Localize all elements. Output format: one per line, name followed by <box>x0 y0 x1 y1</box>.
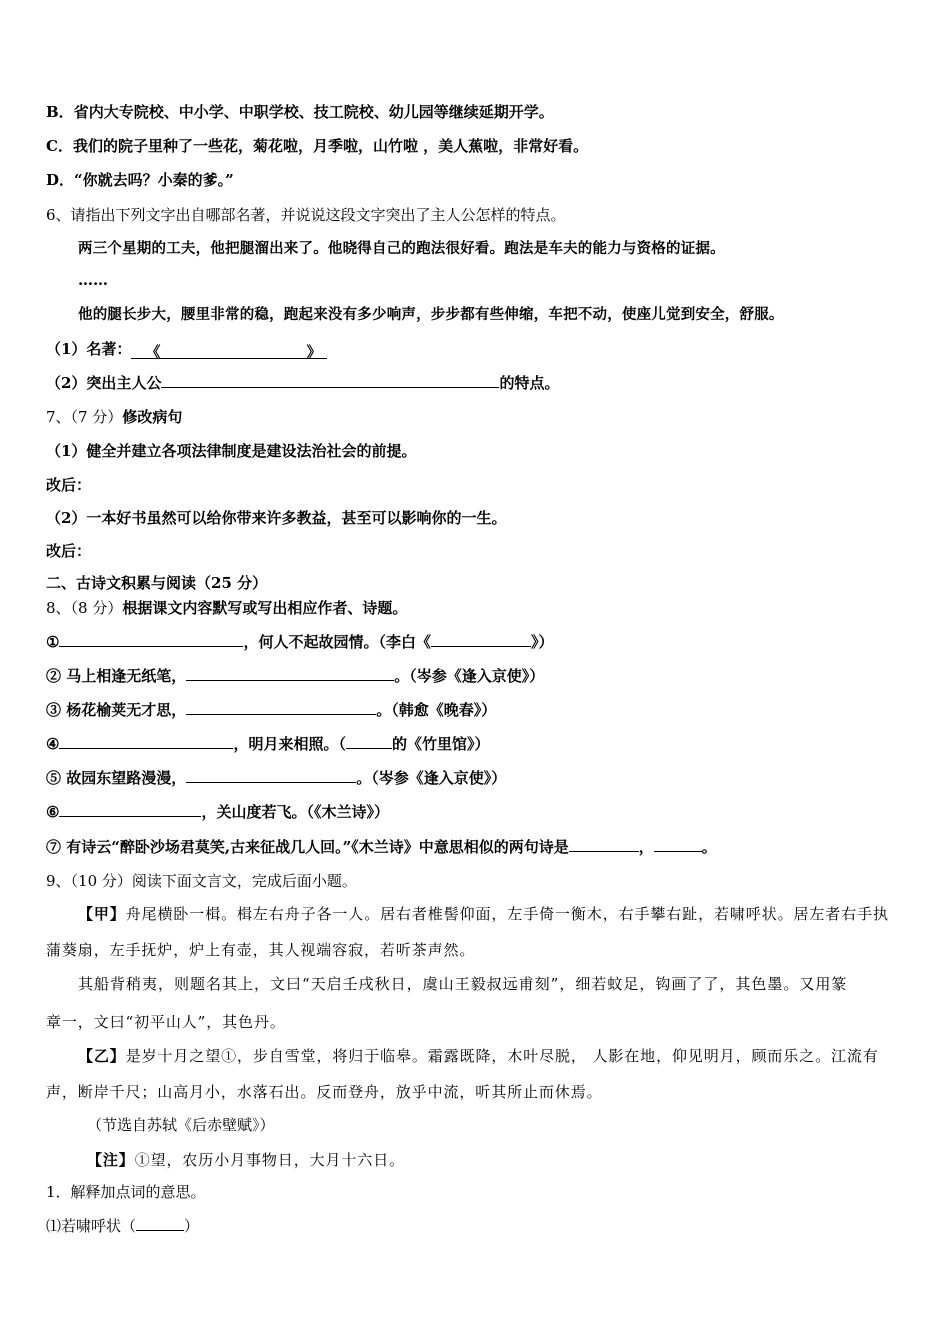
item-text: ，何人不起故园情。（李白《 <box>243 633 431 651</box>
option-label: D． <box>46 171 75 189</box>
q7-title: 修改病句 <box>122 408 183 426</box>
item-text: ，关山度若飞。（《木兰诗》） <box>201 803 389 821</box>
q7-sentence-2: （2）一本好书虽然可以给你带来许多教益，甚至可以影响你的一生。 <box>46 509 507 527</box>
option-b <box>46 102 904 122</box>
passage-jia-line-4: 章一，文曰“初平山人”，其色丹。 <box>46 1013 286 1031</box>
q8-item-4 <box>46 734 904 754</box>
note-tag: 【注】 <box>87 1151 135 1169</box>
q6-ellipsis: …… <box>78 271 108 289</box>
passage-yi-line-1 <box>78 1046 904 1066</box>
q8-item-3 <box>46 700 904 720</box>
section-2-heading: 二、古诗文积累与阅读（25 分） <box>46 574 268 592</box>
q6-sub-2 <box>46 373 904 393</box>
q7-revise-2: 改后： <box>46 542 92 560</box>
item-text: ③ 杨花榆荚无才思， <box>46 701 187 719</box>
q8-item-5 <box>46 768 904 788</box>
item-text: 。（韩愈《晚春》） <box>376 701 497 719</box>
item-text: 的《竹里馆》） <box>391 735 490 753</box>
item-text: ② 马上相逢无纸笔， <box>46 667 187 685</box>
q7-revise-1: 改后： <box>46 476 92 494</box>
question-6: 6、请指出下列文字出自哪部名著，并说说这段文字突出了主人公怎样的特点。 <box>46 206 566 224</box>
option-text: 我们的院子里种了一些花，菊花啦，月季啦，山竹啦 ，美人蕉啦，非常好看。 <box>72 137 589 155</box>
blank[interactable] <box>136 1216 184 1231</box>
item-text: 。 <box>701 838 717 856</box>
blank[interactable] <box>431 632 531 647</box>
option-text: 省内大专院校、中小学、中职学校、技工院校、幼儿园等继续延期开学。 <box>73 103 554 121</box>
q6-sub1-label: （1）名著： <box>46 340 132 358</box>
blank[interactable] <box>186 700 376 715</box>
close-bracket: 》 <box>306 343 322 361</box>
item-text: ，明月来相照。（ <box>233 735 346 753</box>
passage-jia-line-2: 蒲葵扇，左手抚炉，炉上有壶，其人视端容寂，若听茶声然。 <box>46 941 476 959</box>
blank[interactable] <box>186 666 394 681</box>
q6-title-blank[interactable] <box>131 342 327 359</box>
passage-note <box>87 1150 904 1170</box>
q6-passage-line-2: 他的腿长步大，腰里非常的稳，跑起来没有多少响声，步步都有些伸缩，车把不动，使座儿觉到安全，舒服。 <box>78 306 784 323</box>
item-text: ⑦ 有诗云“醉卧沙场君莫笑,古来征战几人回。”《木兰诗》中意思相似的两句诗是 <box>46 838 569 856</box>
note-text: ①望，农历小月事物日，大月十六日。 <box>134 1151 406 1169</box>
q8-item-7 <box>46 837 904 857</box>
item-text: ⑤ 故园东望路漫漫， <box>46 769 187 787</box>
passage-jia-line-3: 其船背稍夷，则题名其上，文曰“天启壬戌秋日，虞山王毅叔远甫刻”，细若蚊足，钩画了了，其色墨。又用篆 <box>78 975 848 993</box>
item-text: ， <box>638 838 654 856</box>
blank[interactable] <box>346 734 392 749</box>
q9-sub-1-item-1 <box>46 1216 904 1236</box>
q9-sub-1: 1．解释加点词的意思。 <box>46 1183 206 1201</box>
blank[interactable] <box>59 802 201 817</box>
q6-sub2-tail: 的特点。 <box>499 374 560 392</box>
open-bracket: 《 <box>145 343 161 361</box>
passage-jia-line-1 <box>78 904 904 924</box>
blank[interactable] <box>569 837 639 852</box>
passage-yi-text: 是岁十月之望①，步自雪堂，将归于临皋。霜露既降，木叶尽脱， 人影在地，仰见明月，顾而乐之。江流有 <box>125 1047 879 1065</box>
blank[interactable] <box>59 734 233 749</box>
q8-item-1 <box>46 632 904 652</box>
item-text: ⑥ <box>46 803 60 821</box>
q6-sub-1 <box>46 339 904 359</box>
item-text: ① <box>46 633 60 651</box>
option-c <box>46 136 904 156</box>
question-9: 9、（10 分）阅读下面文言文，完成后面小题。 <box>46 872 357 890</box>
question-8 <box>46 598 904 618</box>
blank[interactable] <box>654 837 702 852</box>
option-label: B． <box>46 103 74 121</box>
q6-sub2-label: （2）突出主人公 <box>46 374 162 392</box>
q6-passage-line-1: 两三个星期的工夫，他把腿溜出来了。他晓得自己的跑法很好看。跑法是车夫的能力与资格的证据。 <box>78 240 725 257</box>
item-text: 。（岑参《逢入京使》） <box>356 769 507 787</box>
q7-sentence-1: （1）健全并建立各项法律制度是建设法治社会的前提。 <box>46 442 417 460</box>
option-label: C． <box>46 137 73 155</box>
q8-item-2 <box>46 666 904 686</box>
blank[interactable] <box>186 768 356 783</box>
item-text: 》） <box>530 633 554 651</box>
passage-yi-line-2: 声，断岸千尺；山高月小，水落石出。反而登舟，放乎中流，听其所止而休焉。 <box>46 1083 603 1101</box>
option-text: “你就去吗？小秦的爹。” <box>74 171 234 189</box>
item-text: ④ <box>46 735 60 753</box>
q6-trait-blank[interactable] <box>161 373 499 388</box>
passage-yi-tag: 【乙】 <box>78 1047 126 1065</box>
item-text: 。（岑参《逢入京使》） <box>394 667 545 685</box>
blank[interactable] <box>59 632 243 647</box>
option-d <box>46 170 904 190</box>
q8-item-6 <box>46 802 904 822</box>
item-text: ） <box>184 1217 200 1235</box>
q7-number: 7、（7 分） <box>46 408 123 426</box>
passage-jia-text: 舟尾横卧一楫。楫左右舟子各一人。居右者椎髻仰面，左手倚一衡木，右手攀右趾，若啸呼状。居左者右手执 <box>125 905 889 923</box>
item-text: ⑴若啸呼状（ <box>46 1217 137 1235</box>
passage-jia-tag: 【甲】 <box>78 905 126 923</box>
passage-source: （节选自苏轼《后赤壁赋》） <box>87 1116 275 1134</box>
question-7 <box>46 407 904 427</box>
q8-title: 根据课文内容默写或写出相应作者、诗题。 <box>122 599 408 617</box>
q8-number: 8、（8 分） <box>46 599 123 617</box>
